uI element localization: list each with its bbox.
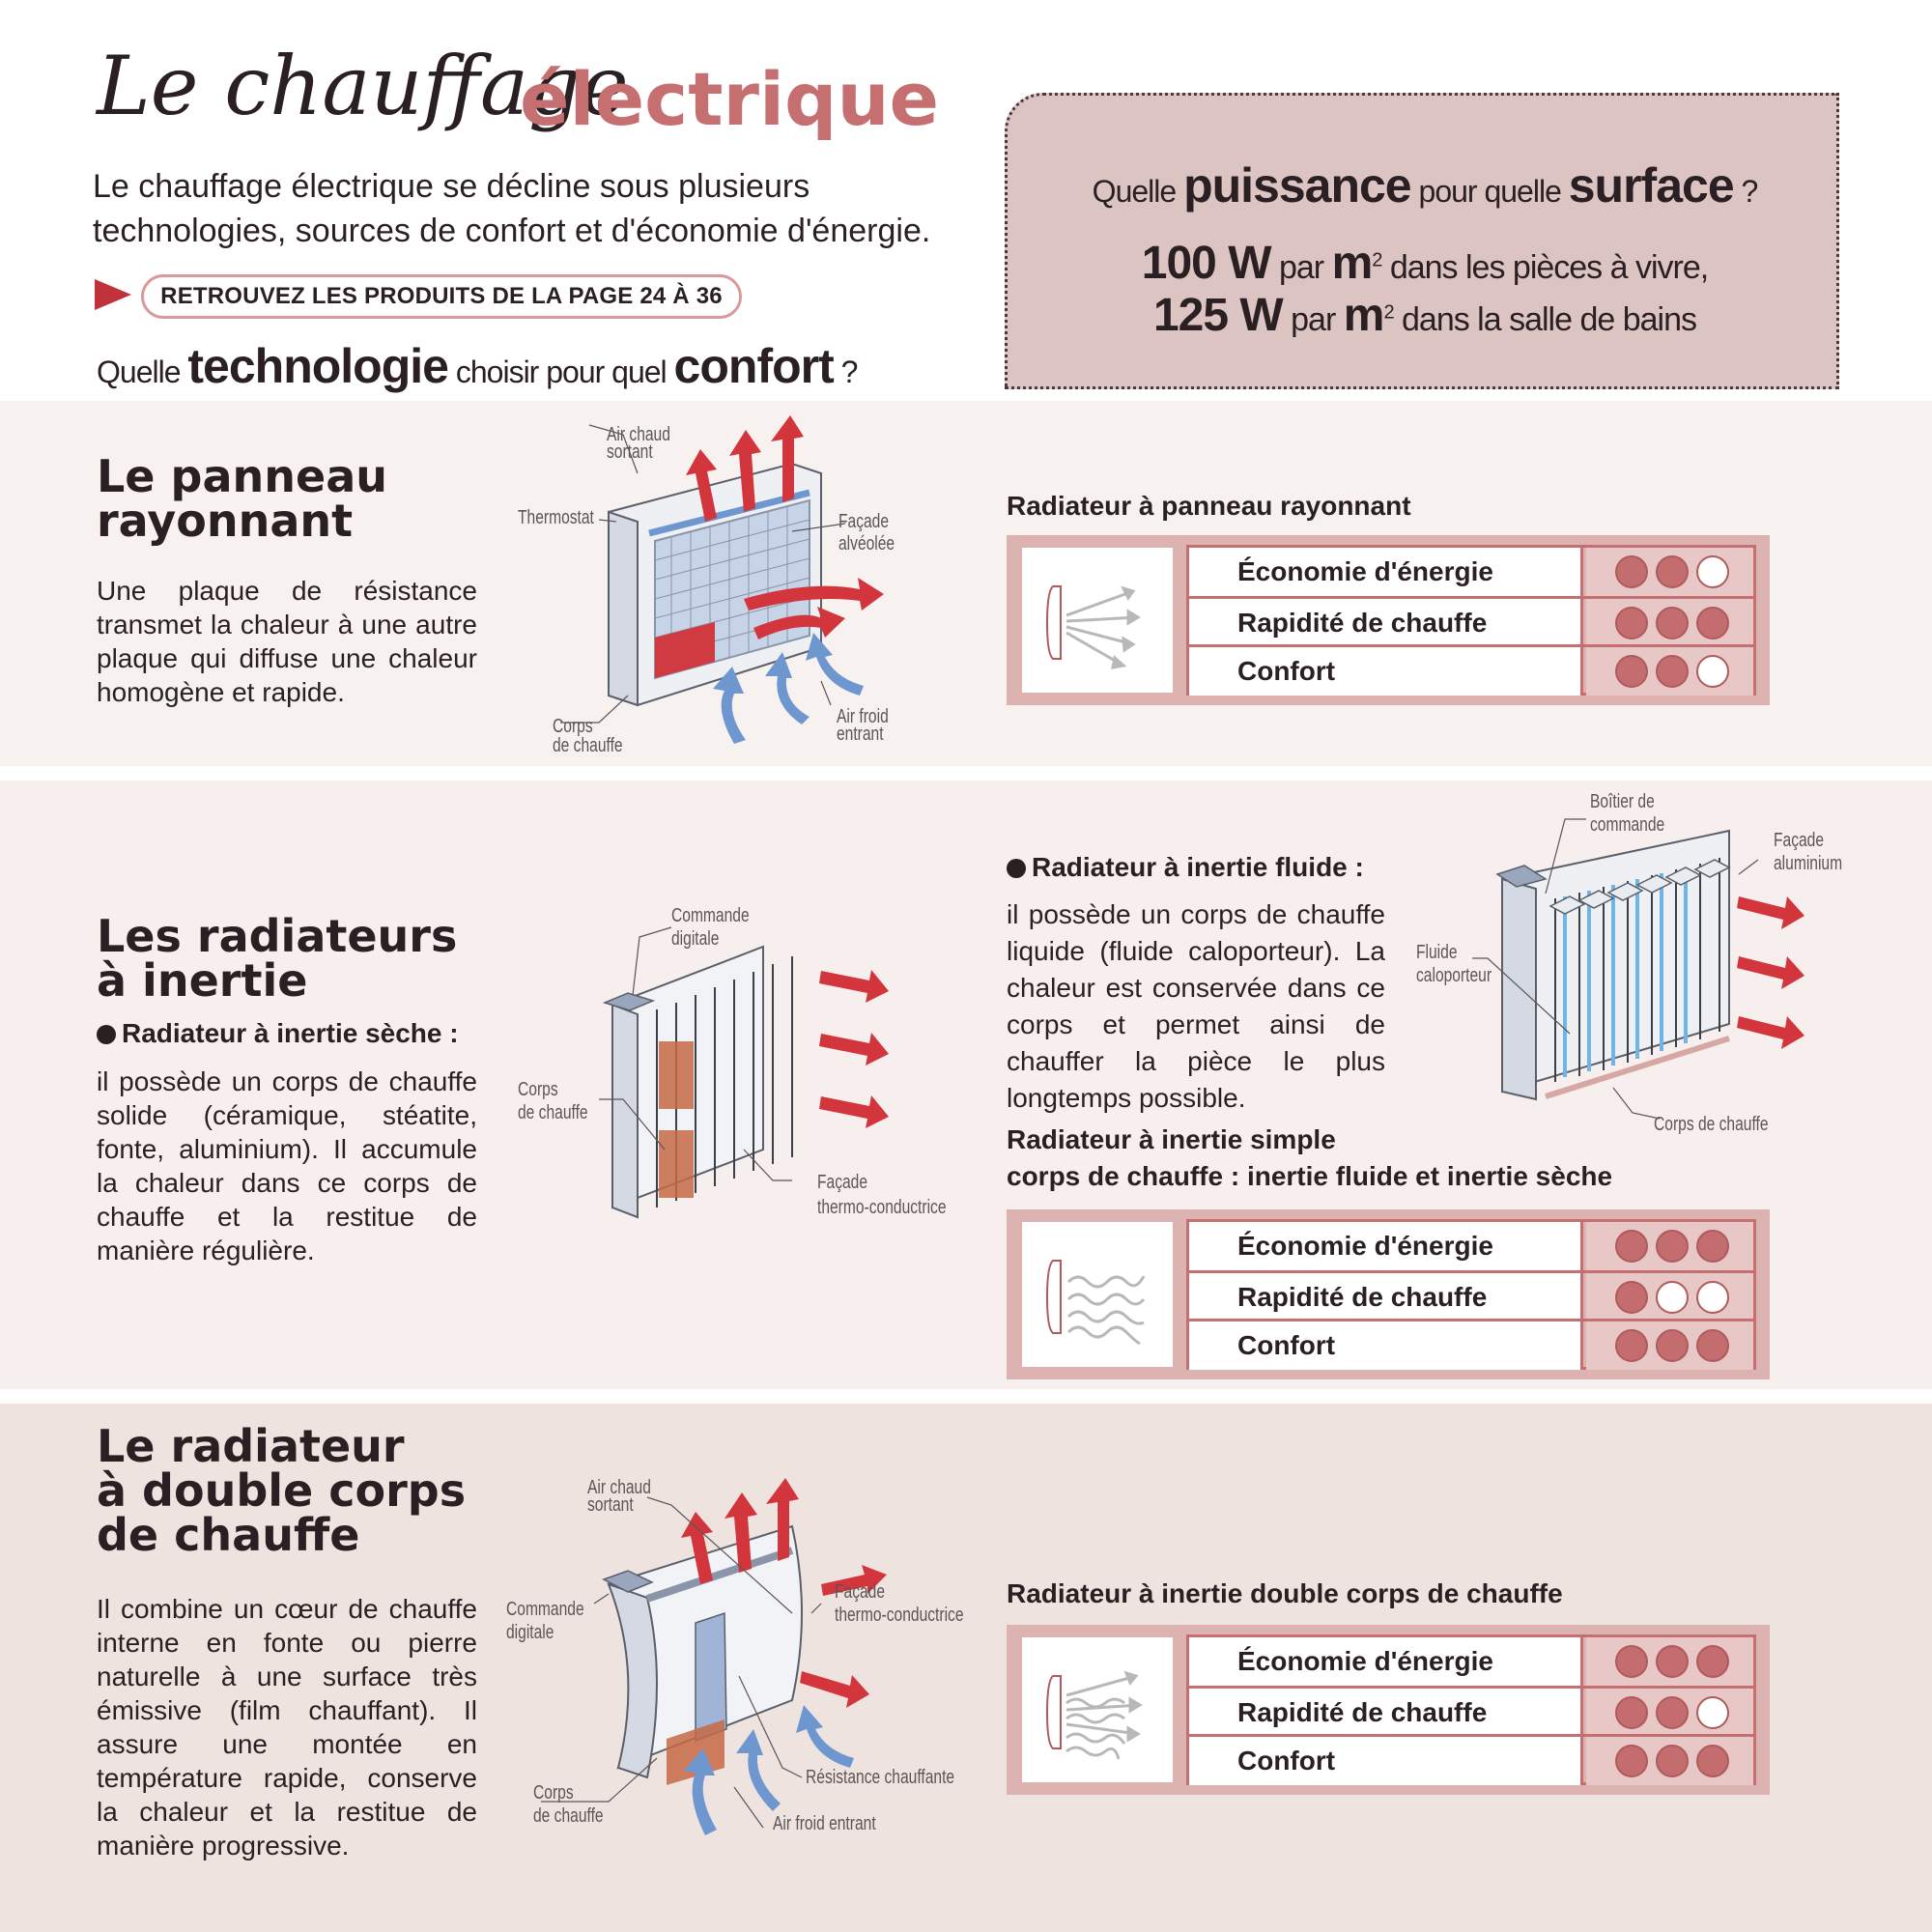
rating-dot-filled — [1696, 1230, 1729, 1263]
subhead-dry: Radiateur à inertie sèche : — [97, 1018, 459, 1049]
label-facade-1: Façade — [838, 511, 890, 532]
intro-text: Le chauffage électrique se décline sous plusieurs technologies, sources de confort et d'économie d'énergie. — [93, 168, 931, 249]
rating-row: Rapidité de chauffe — [1189, 596, 1753, 644]
rating-dot-empty — [1696, 555, 1729, 588]
rating-title-double: Radiateur à inertie double corps de chauffe — [1007, 1578, 1563, 1608]
rating-card-double — [1007, 1625, 1770, 1795]
page-title-accent: électrique — [520, 56, 940, 142]
section-text-dry: il possède un corps de chauffe solide (céramique, stéatite, fonte, aluminium). Il accumule la chaleur dans ce corps de chauffe et la restitue de manière régulière. — [97, 1066, 477, 1265]
inertia-wave-icon — [1022, 1222, 1173, 1367]
subhead-fluid: Radiateur à inertie fluide : — [1007, 852, 1364, 883]
label-air-chaud-2: sortant — [607, 441, 653, 463]
rating-table — [1186, 1219, 1756, 1370]
label-boitier-1: Boîtier de — [1590, 791, 1655, 812]
label-commande-1: Commande — [506, 1599, 584, 1620]
rating-dot-empty — [1696, 655, 1729, 688]
rating-row: Rapidité de chauffe — [1189, 1686, 1753, 1734]
rating-dot-filled — [1656, 655, 1689, 688]
rating-dot-empty — [1696, 1281, 1729, 1314]
rating-dot-filled — [1656, 1696, 1689, 1729]
rating-row: Confort — [1189, 1734, 1753, 1782]
rating-dot-filled — [1615, 1745, 1648, 1777]
rating-dot-filled — [1656, 1745, 1689, 1777]
rating-dot-filled — [1656, 607, 1689, 639]
label-corps-2: de chauffe — [533, 1805, 604, 1827]
rating-title-inertia-2: corps de chauffe : inertie fluide et inertie sèche — [1007, 1161, 1613, 1191]
rating-dot-filled — [1615, 555, 1648, 588]
label-commande-1: Commande — [671, 905, 750, 926]
label-fluide-1: Fluide — [1416, 942, 1458, 963]
bullet-icon — [1007, 859, 1026, 878]
rating-title-panel: Radiateur à panneau rayonnant — [1007, 491, 1411, 521]
rating-title-inertia-1: Radiateur à inertie simple — [1007, 1124, 1336, 1154]
rating-dots — [1586, 1321, 1753, 1370]
label-air-chaud-2: sortant — [587, 1494, 634, 1516]
arrow-right-icon — [95, 279, 131, 310]
rating-dots — [1586, 1737, 1753, 1785]
section-title-double: Le radiateur à double corps de chauffe — [97, 1420, 467, 1561]
rating-dots — [1586, 1222, 1753, 1270]
rating-dot-filled — [1615, 1281, 1648, 1314]
rating-row: Économie d'énergie — [1189, 548, 1753, 596]
rating-dot-filled — [1656, 1230, 1689, 1263]
label-air-chaud-1: Air chaud — [607, 424, 670, 445]
rating-table — [1186, 1634, 1756, 1785]
rating-dot-empty — [1656, 1281, 1689, 1314]
rating-row: Rapidité de chauffe — [1189, 1270, 1753, 1319]
label-boitier-2: commande — [1590, 814, 1665, 836]
power-info-box — [1005, 93, 1839, 389]
rating-dots — [1586, 1637, 1753, 1686]
rating-dots — [1586, 599, 1753, 647]
rating-dot-filled — [1696, 607, 1729, 639]
rating-dot-filled — [1656, 1329, 1689, 1362]
rating-card-panel — [1007, 535, 1770, 705]
section-title-inertia: Les radiateurs à inertie — [97, 910, 458, 1007]
label-fluide-2: caloporteur — [1416, 965, 1492, 986]
label-corps-2: de chauffe — [518, 1102, 588, 1123]
section-text-double: Il combine un cœur de chauffe interne en fonte ou pierre naturelle à une surface très émissive (film chauffant). Il assure une montée en température rapide, conserve la chaleur et la restitue de manière progressive. — [97, 1594, 477, 1861]
label-corps-1: Corps — [553, 716, 593, 737]
rating-dots — [1586, 548, 1753, 596]
bullet-icon — [97, 1025, 116, 1044]
radiant-panel-icon — [1022, 548, 1173, 693]
power-question: Quelle puissance pour quelle surface ? — [1092, 158, 1758, 213]
label-corps-2: de chauffe — [553, 735, 623, 756]
rating-row: Confort — [1189, 644, 1753, 693]
rating-dot-filled — [1615, 1696, 1648, 1729]
power-line-living: 100 W par $m^2$ dans les pièces à vivre, — [1141, 238, 1709, 289]
products-link-button[interactable]: RETROUVEZ LES PRODUITS DE LA PAGE 24 À 36 — [141, 274, 742, 319]
double-body-icon — [1022, 1637, 1173, 1782]
label-air-froid-1: Air froid — [837, 706, 889, 727]
label-thermostat: Thermostat — [518, 507, 594, 528]
rating-dot-filled — [1696, 1329, 1729, 1362]
rating-dot-filled — [1615, 1645, 1648, 1678]
label-resistance: Résistance chauffante — [806, 1767, 955, 1788]
rating-dot-filled — [1615, 655, 1648, 688]
label-corps-1: Corps — [518, 1079, 558, 1100]
section-text-fluid: il possède un corps de chauffe liquide (fluide caloporteur). La chaleur est conservée dans ce corps et permet ainsi de chauffer la pièce le plus longtemps possible. — [1007, 899, 1385, 1113]
label-facade-alu-2: aluminium — [1774, 853, 1843, 874]
rating-dot-filled — [1696, 1645, 1729, 1678]
label-facade-alu-1: Façade — [1774, 830, 1825, 851]
label-air-chaud-1: Air chaud — [587, 1477, 651, 1498]
rating-table — [1186, 545, 1756, 696]
label-facade-1: Façade — [835, 1581, 886, 1603]
label-air-froid-2: entrant — [837, 724, 884, 745]
label-facade-1: Façade — [817, 1172, 868, 1193]
label-facade-2: thermo-conductrice — [835, 1605, 964, 1626]
page-title-script: Le chauffage — [97, 39, 629, 133]
rating-dot-filled — [1615, 1329, 1648, 1362]
question-technology: Quelle technologie choisir pour quel confort ? — [97, 339, 858, 393]
rating-dot-filled — [1656, 1645, 1689, 1678]
rating-dot-filled — [1615, 607, 1648, 639]
label-facade-2: alvéolée — [838, 533, 895, 554]
rating-row: Économie d'énergie — [1189, 1222, 1753, 1270]
rating-dots — [1586, 647, 1753, 696]
label-commande-2: digitale — [506, 1622, 554, 1643]
rating-card-inertia — [1007, 1209, 1770, 1379]
label-air-froid: Air froid entrant — [773, 1813, 876, 1834]
label-corps-fluide: Corps de chauffe — [1654, 1114, 1769, 1135]
label-commande-2: digitale — [671, 928, 720, 950]
rating-row: Confort — [1189, 1319, 1753, 1367]
rating-dot-filled — [1615, 1230, 1648, 1263]
rating-dot-filled — [1656, 555, 1689, 588]
label-facade-2: thermo-conductrice — [817, 1197, 947, 1218]
section-title-panel: Le panneau rayonnant — [97, 450, 387, 547]
rating-dots — [1586, 1273, 1753, 1321]
power-line-bathroom: 125 W par $m^2$ dans la salle de bains — [1152, 290, 1697, 341]
rating-row: Économie d'énergie — [1189, 1637, 1753, 1686]
rating-dots — [1586, 1689, 1753, 1737]
label-corps-1: Corps — [533, 1782, 574, 1804]
rating-dot-filled — [1696, 1745, 1729, 1777]
rating-dot-empty — [1696, 1696, 1729, 1729]
section-text-panel: Une plaque de résistance transmet la chaleur à une autre plaque qui diffuse une chaleur homogène et rapide. — [97, 576, 477, 707]
